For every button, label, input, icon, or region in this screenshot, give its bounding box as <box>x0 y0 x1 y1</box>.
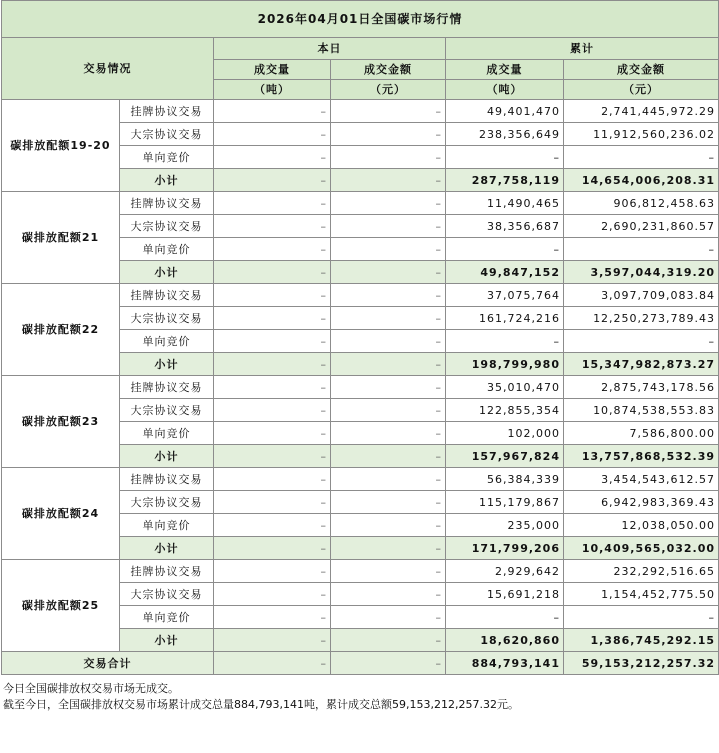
today-volume: – <box>214 491 331 514</box>
today-amount: – <box>331 399 446 422</box>
subtotal-volume: 18,620,860 <box>446 629 564 652</box>
group-name: 碳排放配额25 <box>2 560 120 652</box>
cum-amount: 2,690,231,860.57 <box>564 215 719 238</box>
table-row <box>2 560 719 583</box>
trade-type: 大宗协议交易 <box>120 123 214 146</box>
today-amount: – <box>331 100 446 123</box>
cum-amount: 10,874,538,553.83 <box>564 399 719 422</box>
today-volume: – <box>214 514 331 537</box>
cum-amount: 12,250,273,789.43 <box>564 307 719 330</box>
subtotal-amount: 10,409,565,032.00 <box>564 537 719 560</box>
cum-amount: 11,912,560,236.02 <box>564 123 719 146</box>
today-volume: – <box>214 399 331 422</box>
total-row <box>2 652 719 675</box>
cum-volume: – <box>446 146 564 169</box>
trade-type: 大宗协议交易 <box>120 583 214 606</box>
trade-type: 挂牌协议交易 <box>120 560 214 583</box>
today-volume: – <box>214 445 331 468</box>
today-amount: – <box>331 606 446 629</box>
trade-type: 大宗协议交易 <box>120 307 214 330</box>
cum-volume: 2,929,642 <box>446 560 564 583</box>
cum-amount: – <box>564 146 719 169</box>
subtotal-amount: 14,654,006,208.31 <box>564 169 719 192</box>
cum-volume: 115,179,867 <box>446 491 564 514</box>
group-name: 碳排放配额22 <box>2 284 120 376</box>
cum-volume-unit: （吨） <box>446 80 564 100</box>
trade-type: 单向竞价 <box>120 606 214 629</box>
today-volume: – <box>214 606 331 629</box>
today-volume: – <box>214 353 331 376</box>
trade-type: 挂牌协议交易 <box>120 468 214 491</box>
subtotal-volume: 49,847,152 <box>446 261 564 284</box>
page-title: 2026年04月01日全国碳市场行情 <box>2 1 719 38</box>
today-amount-unit: （元） <box>331 80 446 100</box>
today-volume: – <box>214 468 331 491</box>
today-amount: – <box>331 376 446 399</box>
cum-amount: 2,741,445,972.29 <box>564 100 719 123</box>
cum-volume: 235,000 <box>446 514 564 537</box>
today-amount: – <box>331 215 446 238</box>
today-volume: – <box>214 123 331 146</box>
cum-volume: 49,401,470 <box>446 100 564 123</box>
subtotal-amount: 13,757,868,532.39 <box>564 445 719 468</box>
trade-type: 挂牌协议交易 <box>120 284 214 307</box>
cum-amount: 12,038,050.00 <box>564 514 719 537</box>
cum-volume: 38,356,687 <box>446 215 564 238</box>
today-amount: – <box>331 169 446 192</box>
group-name: 碳排放配额23 <box>2 376 120 468</box>
today-amount: – <box>331 445 446 468</box>
today-volume: – <box>214 560 331 583</box>
cum-volume-header: 成交量 <box>446 60 564 80</box>
subtotal-label: 小计 <box>120 261 214 284</box>
today-header: 本日 <box>214 38 446 60</box>
today-amount: – <box>331 330 446 353</box>
subtotal-volume: 198,799,980 <box>446 353 564 376</box>
cum-volume: 161,724,216 <box>446 307 564 330</box>
total-label: 交易合计 <box>2 652 214 675</box>
today-amount: – <box>331 192 446 215</box>
trade-type: 单向竞价 <box>120 514 214 537</box>
trade-type: 单向竞价 <box>120 146 214 169</box>
today-amount: – <box>331 238 446 261</box>
today-volume: – <box>214 307 331 330</box>
today-amount: – <box>331 353 446 376</box>
subtotal-label: 小计 <box>120 445 214 468</box>
cum-amount: 1,154,452,775.50 <box>564 583 719 606</box>
market-table <box>1 0 719 675</box>
today-amount: – <box>331 652 446 675</box>
cum-volume: 56,384,339 <box>446 468 564 491</box>
today-volume: – <box>214 583 331 606</box>
cum-amount: 232,292,516.65 <box>564 560 719 583</box>
today-volume: – <box>214 100 331 123</box>
cum-amount: – <box>564 238 719 261</box>
cum-amount-unit: （元） <box>564 80 719 100</box>
today-amount: – <box>331 514 446 537</box>
today-amount: – <box>331 307 446 330</box>
today-volume: – <box>214 146 331 169</box>
cum-amount: 906,812,458.63 <box>564 192 719 215</box>
total-volume: 884,793,141 <box>446 652 564 675</box>
group-name: 碳排放配额19-20 <box>2 100 120 192</box>
today-volume-unit: （吨） <box>214 80 331 100</box>
today-amount: – <box>331 146 446 169</box>
cum-amount-header: 成交金额 <box>564 60 719 80</box>
subtotal-label: 小计 <box>120 169 214 192</box>
group-name: 碳排放配额24 <box>2 468 120 560</box>
cum-volume: 35,010,470 <box>446 376 564 399</box>
table-row <box>2 100 719 123</box>
cumulative-header: 累计 <box>446 38 719 60</box>
subtotal-volume: 157,967,824 <box>446 445 564 468</box>
today-volume: – <box>214 169 331 192</box>
today-amount: – <box>331 537 446 560</box>
cum-amount: – <box>564 606 719 629</box>
subtotal-amount: 3,597,044,319.20 <box>564 261 719 284</box>
cum-volume: 102,000 <box>446 422 564 445</box>
today-volume: – <box>214 238 331 261</box>
cum-volume: 122,855,354 <box>446 399 564 422</box>
subtotal-label: 小计 <box>120 537 214 560</box>
subtotal-volume: 287,758,119 <box>446 169 564 192</box>
today-volume: – <box>214 376 331 399</box>
subtotal-amount: 1,386,745,292.15 <box>564 629 719 652</box>
cum-volume: 238,356,649 <box>446 123 564 146</box>
today-volume: – <box>214 330 331 353</box>
table-row <box>2 284 719 307</box>
subtotal-label: 小计 <box>120 629 214 652</box>
cum-volume: 37,075,764 <box>446 284 564 307</box>
cum-amount: 3,454,543,612.57 <box>564 468 719 491</box>
cum-volume: 11,490,465 <box>446 192 564 215</box>
table-row <box>2 376 719 399</box>
notes <box>1 675 718 713</box>
trade-header: 交易情况 <box>2 38 214 100</box>
trade-type: 大宗协议交易 <box>120 399 214 422</box>
today-amount: – <box>331 284 446 307</box>
cum-amount: 3,097,709,083.84 <box>564 284 719 307</box>
trade-type: 挂牌协议交易 <box>120 192 214 215</box>
today-volume: – <box>214 422 331 445</box>
trade-type: 单向竞价 <box>120 422 214 445</box>
cum-volume: – <box>446 238 564 261</box>
today-amount: – <box>331 468 446 491</box>
today-volume: – <box>214 192 331 215</box>
cum-volume: – <box>446 330 564 353</box>
trade-type: 大宗协议交易 <box>120 491 214 514</box>
cum-amount: 6,942,983,369.43 <box>564 491 719 514</box>
note-line: 截至今日，全国碳排放权交易市场累计成交总量884,793,141吨，累计成交总额59,153,212,257.32元。 <box>3 698 519 711</box>
today-volume-header: 成交量 <box>214 60 331 80</box>
today-amount: – <box>331 422 446 445</box>
note-line: 今日全国碳排放权交易市场无成交。 <box>3 682 179 695</box>
cum-amount: 2,875,743,178.56 <box>564 376 719 399</box>
today-amount: – <box>331 560 446 583</box>
market-report <box>1 0 718 713</box>
cum-amount: 7,586,800.00 <box>564 422 719 445</box>
cum-volume: 15,691,218 <box>446 583 564 606</box>
trade-type: 单向竞价 <box>120 238 214 261</box>
today-amount: – <box>331 491 446 514</box>
total-amount: 59,153,212,257.32 <box>564 652 719 675</box>
subtotal-volume: 171,799,206 <box>446 537 564 560</box>
today-volume: – <box>214 537 331 560</box>
trade-type: 挂牌协议交易 <box>120 376 214 399</box>
cum-amount: – <box>564 330 719 353</box>
subtotal-amount: 15,347,982,873.27 <box>564 353 719 376</box>
today-volume: – <box>214 629 331 652</box>
table-row <box>2 468 719 491</box>
cum-volume: – <box>446 606 564 629</box>
today-amount-header: 成交金额 <box>331 60 446 80</box>
group-name: 碳排放配额21 <box>2 192 120 284</box>
subtotal-label: 小计 <box>120 353 214 376</box>
trade-type: 单向竞价 <box>120 330 214 353</box>
today-amount: – <box>331 123 446 146</box>
today-volume: – <box>214 284 331 307</box>
today-amount: – <box>331 583 446 606</box>
today-amount: – <box>331 261 446 284</box>
today-amount: – <box>331 629 446 652</box>
today-volume: – <box>214 652 331 675</box>
trade-type: 大宗协议交易 <box>120 215 214 238</box>
table-row <box>2 192 719 215</box>
today-volume: – <box>214 215 331 238</box>
today-volume: – <box>214 261 331 284</box>
trade-type: 挂牌协议交易 <box>120 100 214 123</box>
